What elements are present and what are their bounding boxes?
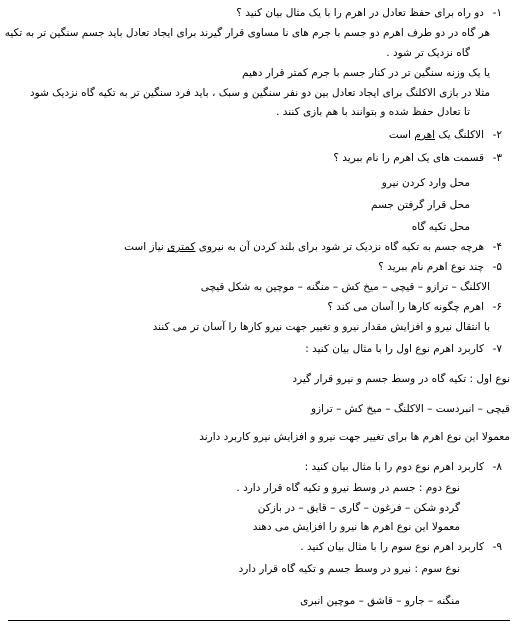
answer-8-line-2: گردو شکن – فرغون – گاری – قایق – در بازکن (257, 502, 460, 514)
question-9: ۹-کاربرد اهرم نوع سوم را با مثال بیان کنید . (300, 541, 502, 553)
answer-8-line-3: معمولا این نوع اهرم ها نیرو را افزایش می دهند (252, 521, 460, 533)
question-1: ۱-دو راه برای حفظ تعادل در اهرم را با یک مثال بیان کنید ؟ (236, 7, 502, 19)
answer-1-line-4: مثلا در بازی الاکلنگ برای ایجاد تعادل بین دو نفر سنگین و سبک ، باید فرد سنگین تر به تکیه گاه نزدیک شود (29, 87, 490, 99)
answer-1-line-2: گاه نزدیک تر شود . (386, 47, 470, 59)
answer-7-line-3: معمولا این نوع اهرم ها برای تغییر جهت نیرو و افزایش نیرو کاربرد دارند (199, 431, 510, 443)
answer-1-line-3: یا یک وزنه سنگین تر در کنار جسم با جرم کمتر قرار دهیم (242, 67, 490, 79)
answer-9-line-1: نوع سوم : نیرو در وسط جسم و تکیه گاه قرار دارد (238, 563, 460, 575)
answer-3-item-2: محل قرار گرفتن جسم (371, 199, 470, 211)
answer-1-line-5: تا تعادل حفظ شده و بتوانند با هم بازی کنند . (276, 106, 470, 118)
question-2: ۲-الاکلنگ یک اهرم است (388, 129, 502, 141)
question-8: ۸-کاربرد اهرم نوع دوم را با مثال بیان کنید : (304, 461, 502, 473)
answer-7-line-2: قیچی – انبردست – الاکلنگ – میخ کش – ترازو (310, 403, 510, 415)
question-4: ۴-هرچه جسم به تکیه گاه نزدیک تر شود برای بلند کردن آن به نیروی کمتری نیاز است (124, 241, 502, 253)
answer-7-line-1: نوع اول : تکیه گاه در وسط جسم و نیرو قرار گیرد (292, 373, 510, 385)
answer-3-item-1: محل وارد کردن نیرو (381, 177, 470, 189)
answer-6: با انتقال نیرو و افزایش مقدار نیرو و تغییر جهت نیرو کارها را آسان تر می کنند (152, 321, 490, 333)
question-3: ۳-قسمت های یک اهرم را نام ببرید ؟ (333, 152, 502, 164)
question-6: ۶-اهرم چگونه کارها را آسان می کند ؟ (327, 301, 502, 313)
answer-5: الاکلنگ – ترازو – قیچی – میخ کش – منگنه – موچین به شکل قیچی (200, 281, 490, 293)
answer-8-line-1: نوع دوم : جسم در وسط نیرو و تکیه گاه قرار دارد . (236, 482, 460, 494)
answer-9-line-2: منگنه – جارو – قاشق – موچین انبری (300, 595, 460, 607)
bottom-divider (8, 620, 510, 621)
question-7: ۷-کاربرد اهرم نوع اول را با مثال بیان کنید : (305, 343, 502, 355)
answer-1-line-1: هر گاه در دو طرف اهرم دو جسم با جرم های نا مساوی قرار گیرند برای ایجاد تعادل باید جسم سنگین تر به تکیه (4, 27, 490, 39)
answer-3-item-3: محل تکیه گاه (411, 221, 470, 233)
question-5: ۵-چند نوع اهرم نام ببرید ؟ (378, 261, 502, 273)
